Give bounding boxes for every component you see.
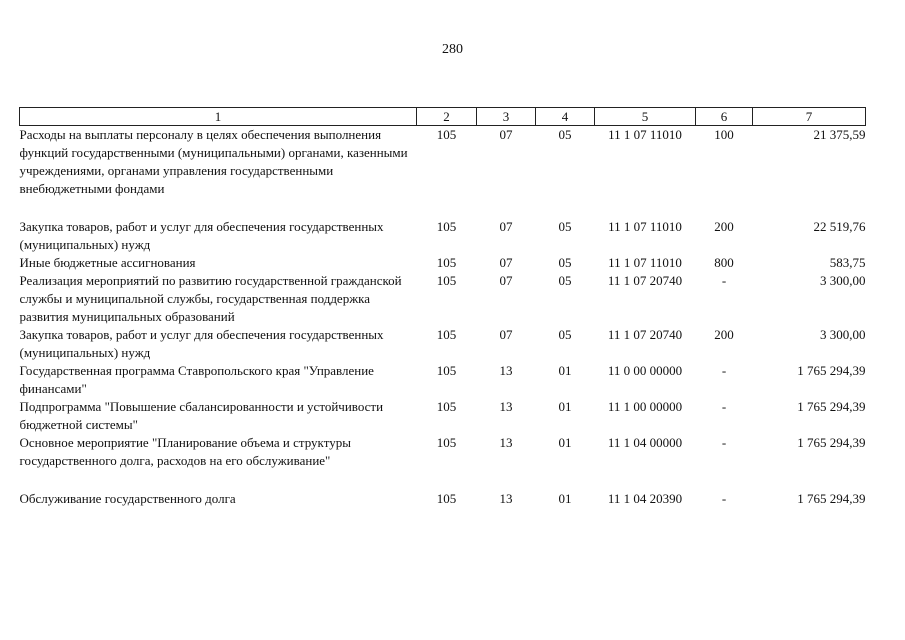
table-row xyxy=(20,254,866,272)
row-name: Основное мероприятие "Планирование объема и структуры государственного долга, расходов на его обслуживание" xyxy=(19,435,351,468)
row-code-3: 07 xyxy=(499,127,513,142)
row-amount: 21 375,59 xyxy=(813,127,866,142)
row-code-4: 01 xyxy=(558,399,572,414)
row-code-4: 05 xyxy=(558,273,572,288)
row-code-6: - xyxy=(721,435,727,450)
row-amount: 1 765 294,39 xyxy=(797,363,866,378)
row-code-2: 105 xyxy=(436,273,457,288)
row-code-3: 07 xyxy=(499,327,513,342)
row-code-6: - xyxy=(721,273,727,288)
row-code-2: 105 xyxy=(436,491,457,506)
row-code-6: - xyxy=(721,363,727,378)
row-amount: 1 765 294,39 xyxy=(797,435,866,450)
row-name: Закупка товаров, работ и услуг для обеспечения государственных (муниципальных) нужд xyxy=(19,327,384,360)
row-code-6: 200 xyxy=(714,327,734,342)
row-code-6: - xyxy=(721,399,727,414)
row-code-6: 200 xyxy=(714,219,734,234)
row-code-2: 105 xyxy=(436,255,457,270)
table-row xyxy=(20,126,866,219)
row-code-3: 13 xyxy=(499,399,513,414)
row-name: Государственная программа Ставропольского края "Управление финансами" xyxy=(19,363,374,396)
row-code-4: 01 xyxy=(558,491,572,506)
header-col-4: 4 xyxy=(536,108,595,126)
row-amount: 1 765 294,39 xyxy=(797,399,866,414)
row-code-2: 105 xyxy=(436,399,457,414)
row-code-3: 13 xyxy=(499,363,513,378)
row-code-4: 01 xyxy=(558,435,572,450)
table-row xyxy=(20,218,866,254)
row-amount: 1 765 294,39 xyxy=(797,491,866,506)
page-number: 280 xyxy=(442,42,463,57)
header-col-7: 7 xyxy=(753,108,866,126)
budget-table xyxy=(19,107,866,508)
header-col-1: 1 xyxy=(20,108,417,126)
header-col-3: 3 xyxy=(477,108,536,126)
row-code-6: - xyxy=(721,491,727,506)
table-row xyxy=(20,434,866,490)
row-amount: 22 519,76 xyxy=(813,219,866,234)
row-amount: 583,75 xyxy=(829,255,866,270)
row-code-6: 100 xyxy=(714,127,734,142)
row-code-5: 11 1 07 20740 xyxy=(607,327,683,342)
row-code-3: 13 xyxy=(499,491,513,506)
row-code-4: 05 xyxy=(558,219,572,234)
row-name: Обслуживание государственного долга xyxy=(19,491,236,506)
row-code-4: 01 xyxy=(558,363,572,378)
table-row xyxy=(20,272,866,326)
table-row xyxy=(20,398,866,434)
row-code-3: 07 xyxy=(499,273,513,288)
row-amount: 3 300,00 xyxy=(820,327,866,342)
table-row xyxy=(20,326,866,362)
row-code-2: 105 xyxy=(436,219,457,234)
row-code-5: 11 1 04 20390 xyxy=(607,491,683,506)
row-code-5: 11 1 00 00000 xyxy=(607,399,683,414)
row-code-5: 11 1 07 11010 xyxy=(608,219,682,234)
row-name: Расходы на выплаты персоналу в целях обеспечения выполнения функций государственными (муниципальными) органами, казенными учреждениями, органами управления государственными внебюджетными фондами xyxy=(19,127,408,196)
row-code-3: 07 xyxy=(499,255,513,270)
row-name: Закупка товаров, работ и услуг для обеспечения государственных (муниципальных) нужд xyxy=(19,219,384,252)
row-code-4: 05 xyxy=(558,327,572,342)
row-code-5: 11 1 07 20740 xyxy=(607,273,683,288)
table-row xyxy=(20,362,866,398)
row-code-2: 105 xyxy=(436,127,457,142)
header-col-5: 5 xyxy=(595,108,696,126)
row-amount: 3 300,00 xyxy=(820,273,866,288)
row-code-2: 105 xyxy=(436,435,457,450)
header-col-2: 2 xyxy=(417,108,477,126)
row-name: Иные бюджетные ассигнования xyxy=(19,255,196,270)
row-code-5: 11 1 07 11010 xyxy=(608,255,682,270)
row-code-5: 11 1 04 00000 xyxy=(607,435,683,450)
row-code-3: 07 xyxy=(499,219,513,234)
table-row xyxy=(20,490,866,508)
row-code-2: 105 xyxy=(436,327,457,342)
row-code-5: 11 1 07 11010 xyxy=(608,127,682,142)
row-code-4: 05 xyxy=(558,255,572,270)
row-code-2: 105 xyxy=(436,363,457,378)
row-name: Реализация мероприятий по развитию государственной гражданской службы и муниципальной службы, государственная поддержка развития муниципальных образований xyxy=(19,273,402,324)
row-code-5: 11 0 00 00000 xyxy=(607,363,683,378)
row-code-4: 05 xyxy=(558,127,572,142)
header-col-6: 6 xyxy=(696,108,753,126)
table-header-row xyxy=(20,108,866,126)
row-code-3: 13 xyxy=(499,435,513,450)
row-name: Подпрограмма "Повышение сбалансированности и устойчивости бюджетной системы" xyxy=(19,399,384,432)
row-code-6: 800 xyxy=(714,255,734,270)
